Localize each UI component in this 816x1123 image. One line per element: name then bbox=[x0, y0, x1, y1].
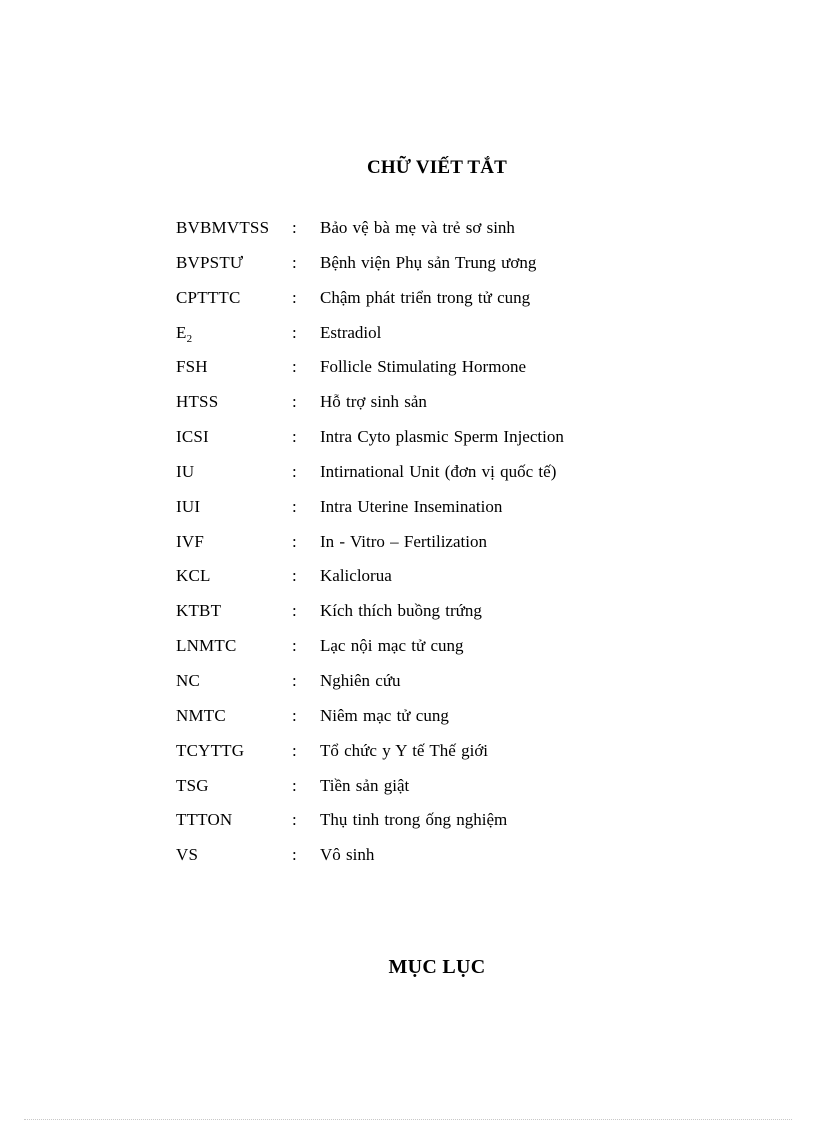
abbreviation-row bbox=[176, 530, 564, 565]
abbreviation-term bbox=[176, 739, 292, 763]
abbreviation-separator: : bbox=[292, 601, 297, 621]
abbreviation-term-text: E bbox=[176, 322, 187, 342]
abbreviation-row bbox=[176, 216, 564, 251]
abbreviation-row bbox=[176, 286, 564, 321]
abbreviations-title: CHỮ VIẾT TẮT bbox=[366, 157, 508, 178]
abbreviation-term-text: VS bbox=[176, 845, 199, 865]
abbreviation-definition: Intra Cyto plasmic Sperm Injection bbox=[320, 427, 564, 447]
abbreviation-term bbox=[176, 425, 292, 449]
abbreviation-definition: Tiền sản giật bbox=[320, 775, 410, 795]
abbreviation-separator: : bbox=[292, 636, 297, 656]
abbreviation-row bbox=[176, 564, 564, 599]
abbreviation-row bbox=[176, 634, 564, 669]
abbreviation-definition: Bảo vệ bà mẹ và trẻ sơ sinh bbox=[320, 218, 515, 237]
abbreviation-separator: : bbox=[292, 461, 297, 481]
abbreviation-separator: : bbox=[292, 740, 297, 760]
abbreviation-separator: : bbox=[292, 531, 297, 551]
abbreviation-separator: : bbox=[292, 322, 297, 342]
abbreviation-separator: : bbox=[292, 252, 297, 272]
abbreviation-term-text: IUI bbox=[176, 496, 201, 516]
abbreviation-term-text: BVBMVTSS bbox=[176, 218, 270, 237]
abbreviation-definition: Intra Uterine Insemination bbox=[320, 496, 503, 516]
abbreviation-definition: Tổ chức y Y tế Thế giới bbox=[320, 740, 489, 760]
abbreviation-separator: : bbox=[292, 496, 297, 516]
abbreviation-term bbox=[176, 495, 292, 519]
abbreviation-row bbox=[176, 739, 564, 774]
abbreviation-term-subscript: 2 bbox=[186, 332, 193, 345]
abbreviation-term bbox=[176, 251, 292, 275]
abbreviation-definition: Vô sinh bbox=[320, 845, 375, 865]
abbreviation-term-text: IU bbox=[176, 461, 195, 481]
abbreviation-term bbox=[176, 599, 292, 623]
abbreviation-row bbox=[176, 495, 564, 530]
abbreviation-term-text: ICSI bbox=[176, 427, 209, 447]
abbreviation-row bbox=[176, 460, 564, 495]
abbreviation-definition: Kích thích buồng trứng bbox=[320, 601, 482, 621]
abbreviation-separator: : bbox=[292, 705, 297, 725]
abbreviation-term-text: TCYTTG bbox=[176, 740, 245, 760]
abbreviation-definition: Lạc nội mạc tử cung bbox=[320, 636, 464, 656]
abbreviation-separator: : bbox=[292, 427, 297, 447]
abbreviation-term bbox=[176, 216, 292, 240]
abbreviation-row bbox=[176, 774, 564, 809]
abbreviation-term-text: NMTC bbox=[176, 705, 226, 725]
abbreviation-term-text: BVPSTƯ bbox=[176, 252, 244, 272]
abbreviation-separator: : bbox=[292, 392, 297, 412]
abbreviation-term-text: TSG bbox=[176, 775, 209, 795]
abbreviation-term bbox=[176, 774, 292, 798]
abbreviation-definition: Niêm mạc tử cung bbox=[320, 705, 449, 725]
abbreviation-term bbox=[176, 321, 292, 345]
abbreviation-term-text: FSH bbox=[176, 357, 208, 377]
abbreviation-term-text: HTSS bbox=[176, 392, 219, 412]
abbreviation-separator: : bbox=[292, 287, 297, 307]
abbreviation-definition: In - Vitro – Fertilization bbox=[320, 531, 487, 551]
abbreviation-term-text: TTTON bbox=[176, 810, 233, 830]
abbreviation-separator: : bbox=[292, 775, 297, 795]
abbreviation-row bbox=[176, 355, 564, 390]
abbreviation-definition: Bệnh viện Phụ sản Trung ương bbox=[320, 252, 537, 272]
abbreviation-term bbox=[176, 634, 292, 658]
abbreviation-term bbox=[176, 704, 292, 728]
table-of-contents-title: MỤC LỤC bbox=[388, 956, 486, 978]
abbreviation-row bbox=[176, 843, 564, 878]
abbreviation-row bbox=[176, 251, 564, 286]
abbreviation-term bbox=[176, 286, 292, 310]
abbreviation-term-text: CPTTTC bbox=[176, 287, 241, 307]
page-bottom-divider bbox=[24, 1119, 792, 1120]
abbreviation-term-text: NC bbox=[176, 670, 201, 690]
abbreviation-term bbox=[176, 530, 292, 554]
abbreviation-definition: Thụ tinh trong ống nghiệm bbox=[320, 810, 508, 830]
abbreviations-list bbox=[176, 216, 564, 878]
abbreviation-term bbox=[176, 564, 292, 588]
abbreviation-row bbox=[176, 321, 564, 356]
abbreviation-separator: : bbox=[292, 670, 297, 690]
abbreviation-separator: : bbox=[292, 357, 297, 377]
abbreviation-row bbox=[176, 425, 564, 460]
abbreviation-row bbox=[176, 390, 564, 425]
abbreviation-separator: : bbox=[292, 566, 297, 586]
abbreviation-row bbox=[176, 704, 564, 739]
abbreviation-term-text: KCL bbox=[176, 566, 211, 586]
abbreviation-separator: : bbox=[292, 810, 297, 830]
abbreviation-term-text: IVF bbox=[176, 531, 204, 551]
abbreviation-term bbox=[176, 355, 292, 379]
abbreviation-term bbox=[176, 669, 292, 693]
abbreviation-definition: Nghiên cứu bbox=[320, 670, 401, 690]
abbreviation-separator: : bbox=[292, 845, 297, 865]
abbreviation-row bbox=[176, 808, 564, 843]
abbreviation-term bbox=[176, 808, 292, 832]
abbreviation-row bbox=[176, 599, 564, 634]
abbreviation-term bbox=[176, 460, 292, 484]
abbreviation-definition: Chậm phát triển trong tử cung bbox=[320, 287, 531, 307]
abbreviation-row bbox=[176, 669, 564, 704]
abbreviation-definition: Intirnational Unit (đơn vị quốc tế) bbox=[320, 461, 557, 481]
abbreviation-definition: Kaliclorua bbox=[320, 566, 392, 586]
abbreviation-term-text: KTBT bbox=[176, 601, 222, 621]
abbreviation-definition: Follicle Stimulating Hormone bbox=[320, 357, 526, 377]
abbreviation-definition: Hỗ trợ sinh sản bbox=[320, 392, 427, 412]
abbreviation-term bbox=[176, 390, 292, 414]
abbreviation-term-text: LNMTC bbox=[176, 636, 237, 656]
abbreviation-separator: : bbox=[292, 218, 297, 237]
abbreviation-term bbox=[176, 843, 292, 867]
abbreviation-definition: Estradiol bbox=[320, 322, 382, 342]
